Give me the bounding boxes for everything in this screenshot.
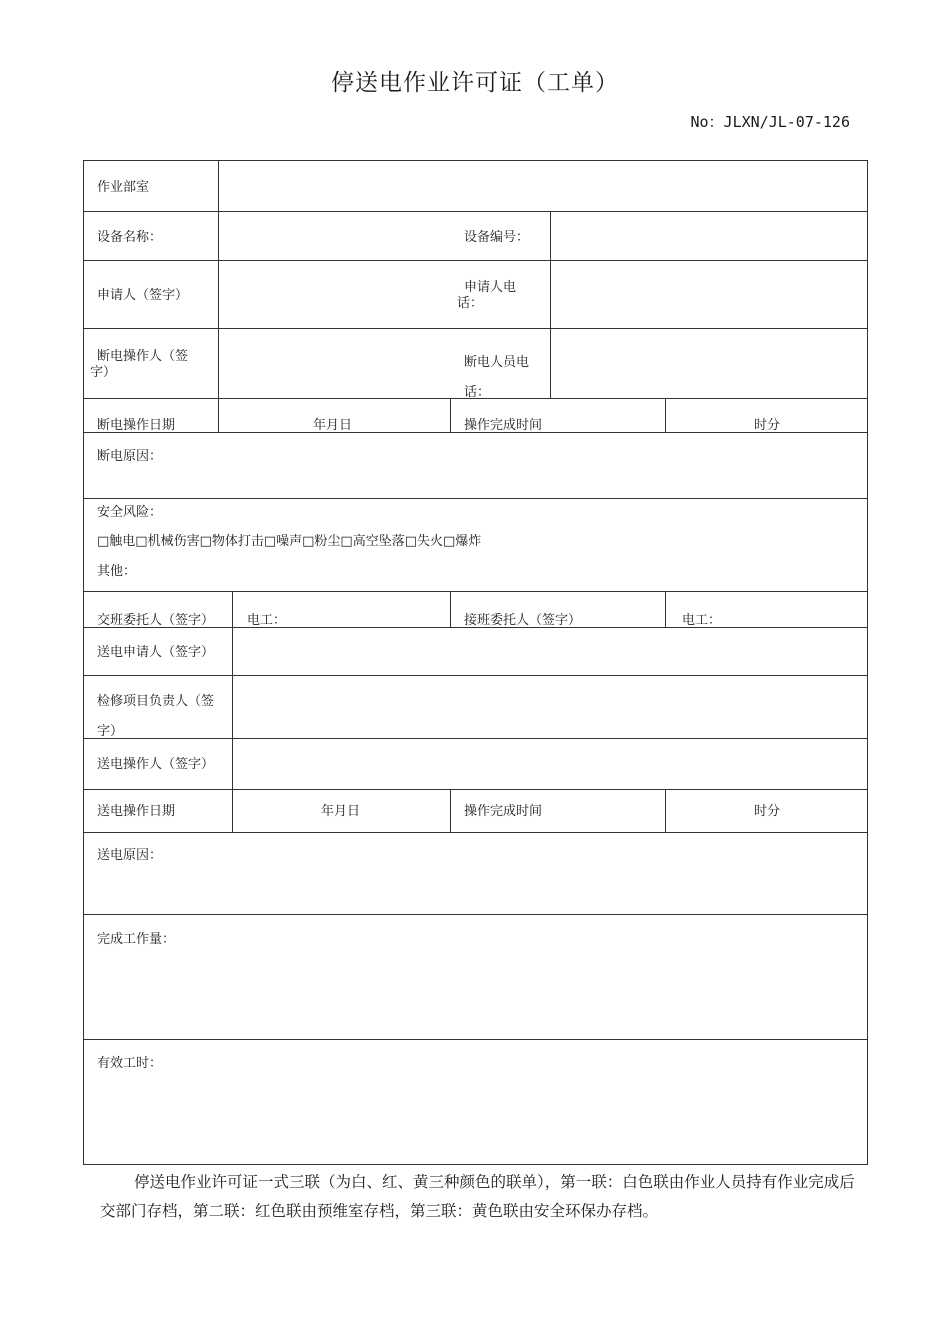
workload-label: 完成工作量： (97, 932, 176, 947)
document-number: No：JLXN/JL-07-126 (690, 113, 850, 131)
electrician-label: 电工： (682, 613, 722, 628)
power-operator-field[interactable] (233, 739, 867, 789)
maint-lead-label: 检修项目负责人（签 (97, 694, 215, 709)
page-title: 停送电作业许可证（工单） (331, 70, 619, 96)
equip-no-field[interactable] (551, 212, 867, 260)
applicant-phone-field[interactable] (551, 261, 867, 328)
applicant-signature-field[interactable] (219, 261, 450, 328)
row-divider (83, 914, 868, 915)
power-applicant-field[interactable] (233, 628, 867, 675)
power-applicant-label: 送电申请人（签字） (97, 645, 215, 660)
power-reason-label: 送电原因： (97, 848, 163, 863)
power-date-value[interactable]: 年月日 (321, 804, 361, 819)
risk-other-label: 其他： (97, 564, 137, 579)
col-divider (665, 398, 666, 432)
power-done-label: 操作完成时间 (464, 804, 543, 819)
row-divider (83, 832, 868, 833)
cut-done-label: 操作完成时间 (464, 418, 543, 433)
equip-no-label: 设备编号： (464, 230, 530, 245)
maint-lead-label: 字） (97, 724, 124, 739)
cut-staff-phone-field[interactable] (551, 329, 867, 398)
handover-out-label: 交班委托人（签字） (97, 613, 215, 628)
cut-operator-label: 断电操作人（签 (97, 349, 189, 364)
cut-staff-phone-label: 断电人员电 (464, 355, 530, 370)
risk-checkbox-options[interactable]: □触电□机械伤害□物体打击□噪声□粉尘□高空坠落□失火□爆炸 (97, 534, 482, 549)
cut-date-label: 断电操作日期 (97, 418, 176, 433)
footnote: 停送电作业许可证一式三联（为白、红、黄三种颜色的联单），第一联：白色联由作业人员持有作业完成后交部门存档，第二联：红色联由预维室存档，第三联：黄色联由安全环保办存档。 (100, 1173, 855, 1220)
row-divider (83, 591, 868, 592)
col-divider (450, 398, 451, 432)
power-operator-label: 送电操作人（签字） (97, 757, 215, 772)
dept-label: 作业部室 (97, 180, 150, 195)
applicant-phone-label: 话： (457, 296, 484, 311)
electrician-label: 电工： (247, 613, 287, 628)
power-date-label: 送电操作日期 (97, 804, 176, 819)
cut-staff-phone-label: 话： (464, 385, 491, 400)
col-divider (450, 789, 451, 832)
equip-name-field[interactable] (219, 212, 450, 260)
col-divider (665, 591, 666, 627)
handover-in-label: 接班委托人（签字） (464, 613, 582, 628)
row-divider (83, 498, 868, 499)
col-divider (450, 591, 451, 627)
row-divider (83, 789, 868, 790)
applicant-phone-label: 申请人电 (464, 280, 517, 295)
cut-reason-label: 断电原因： (97, 449, 163, 464)
cut-date-value[interactable]: 年月日 (313, 418, 353, 433)
applicant-label: 申请人（签字） (97, 288, 189, 303)
dept-field[interactable] (219, 161, 867, 211)
maint-lead-field[interactable] (233, 676, 867, 738)
equip-name-label: 设备名称： (97, 230, 163, 245)
col-divider (665, 789, 666, 832)
cut-done-value[interactable]: 时分 (754, 418, 781, 433)
power-done-value[interactable]: 时分 (754, 804, 781, 819)
hours-label: 有效工时： (97, 1056, 163, 1071)
cut-operator-signature-field[interactable] (219, 329, 450, 398)
risk-label: 安全风险： (97, 505, 163, 520)
row-divider (83, 1039, 868, 1040)
cut-operator-label: 字） (90, 365, 117, 380)
